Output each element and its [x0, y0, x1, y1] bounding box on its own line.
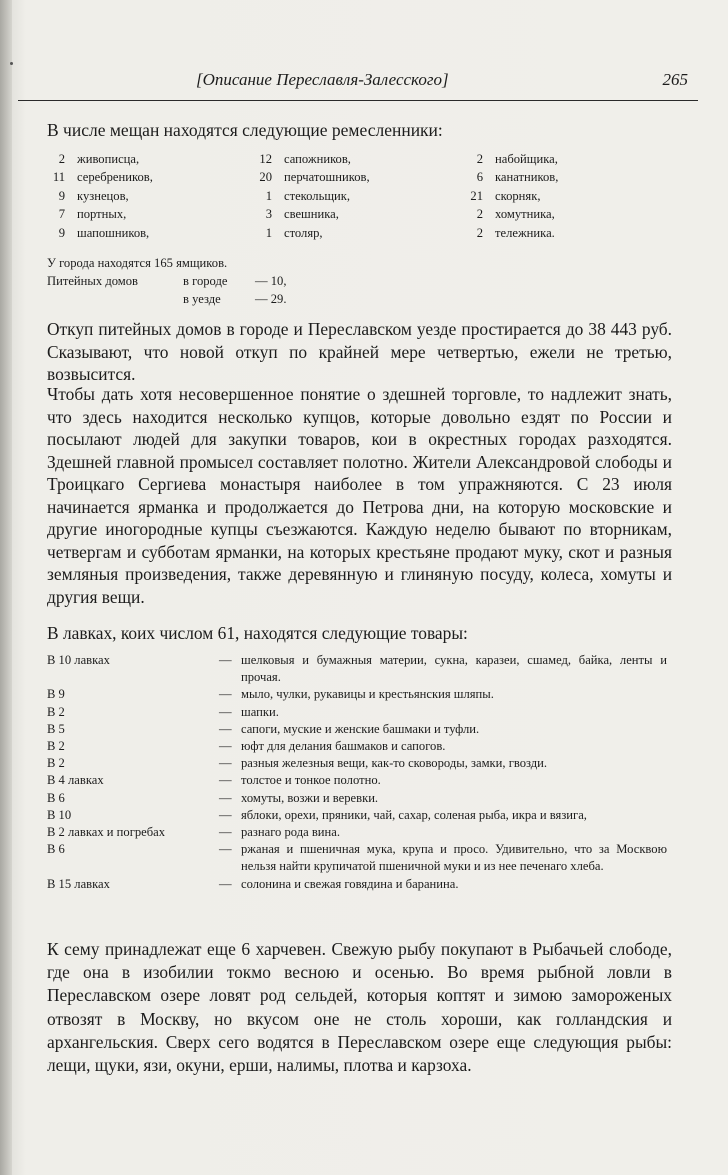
drink-houses-label: Питейных домов: [47, 274, 138, 289]
craft-count: 9: [58, 225, 65, 240]
craft-count: 12: [259, 152, 272, 166]
crafts-column-3: [465, 150, 558, 242]
craft-count: 20: [259, 170, 272, 185]
goods-text: разныя железныя вещи, как-то сковороды, замки, гвозди.: [241, 756, 548, 771]
craft-count: 1: [265, 188, 272, 203]
craft-name: хомутника,: [495, 207, 555, 222]
goods-location: В 6: [47, 842, 65, 857]
craft-count: 9: [58, 188, 65, 203]
paragraph-trade: [47, 383, 672, 608]
goods-text: сапоги, муские и женские башмаки и туфли.: [241, 721, 480, 736]
craft-count: 11: [52, 170, 65, 185]
craft-row: [465, 224, 558, 242]
craft-row: [252, 150, 370, 168]
craft-row: [465, 168, 558, 186]
craft-name: портных,: [77, 207, 127, 222]
margin-speck: [10, 62, 13, 65]
goods-text: шапки.: [241, 704, 279, 719]
craft-row: [465, 187, 558, 205]
craft-count: 6: [476, 170, 483, 185]
goods-row: [47, 738, 667, 755]
craft-count: 2: [476, 152, 483, 166]
goods-location: В 9: [47, 687, 65, 702]
goods-dash: —: [219, 825, 232, 840]
goods-location: В 10 лавках: [47, 653, 110, 667]
craft-name: перчатошников,: [284, 170, 370, 185]
craft-row: [47, 224, 153, 242]
goods-row: [47, 790, 667, 807]
craft-count: 2: [58, 152, 65, 166]
goods-text: юфт для делания башмаков и сапогов.: [241, 739, 446, 754]
goods-dash: —: [219, 739, 232, 754]
goods-location: В 2: [47, 756, 65, 771]
crafts-column-1: [47, 150, 153, 242]
goods-row: [47, 876, 667, 893]
craft-row: [252, 205, 370, 223]
goods-dash: —: [219, 721, 232, 736]
craft-name: столяр,: [284, 225, 323, 240]
craft-count: 3: [265, 207, 272, 222]
goods-row: [47, 841, 667, 875]
goods-location: В 6: [47, 790, 65, 805]
craft-row: [465, 205, 558, 223]
craft-name: свешника,: [284, 207, 339, 222]
goods-dash: —: [219, 687, 232, 702]
goods-dash: —: [219, 876, 232, 891]
goods-dash: —: [219, 653, 232, 667]
craft-name: сапожников,: [284, 152, 351, 166]
goods-row: [47, 721, 667, 738]
goods-location: В 2 лавках и погребах: [47, 825, 166, 840]
craft-row: [252, 224, 370, 242]
craft-name: канатников,: [495, 170, 559, 185]
goods-row: [47, 824, 667, 841]
goods-text: толстое и тонкое полотно.: [241, 773, 381, 788]
craft-name: скорняк,: [495, 188, 541, 203]
goods-dash: —: [219, 704, 232, 719]
goods-dash: —: [219, 790, 232, 805]
in-uezd-value: — 29.: [255, 292, 287, 307]
craft-name: набойщика,: [495, 152, 558, 166]
goods-row: [47, 704, 667, 721]
paragraph-text: К сему принадлежат еще 6 харчевен. Свежую рыбу покупают в Рыбачьей слободе, где она в изобилии токмо весною и осенью. Во время рыбной ловли в Переславском озере ловят род сельдей, которыя коптят и зимою замороженых отвозят в Москву, но вкусом оне не столь хороши, как голландския и архангельския. Сверх сего водятся в Переславском озере еще следующия рыбы: лещи, щуки, язи, окуни, ерши, налимы, плотва и карзоха.: [47, 939, 672, 1076]
running-title: [Описание Переславля-Залесского]: [196, 70, 449, 89]
paragraph-text: Откуп питейных домов в городе и Переславском уезде простирается до 38 443 руб. Сказывают, что новой откуп по крайней мере четвертью, ежели не третью, возвысится.: [47, 319, 672, 384]
goods-location: В 10: [47, 807, 72, 822]
crafts-intro: В числе мещан находятся следующие ремесленники:: [47, 120, 443, 140]
goods-dash: —: [219, 807, 232, 822]
goods-text: разнаго рода вина.: [241, 825, 341, 840]
craft-name: тележника.: [495, 225, 555, 240]
goods-location: В 2: [47, 739, 65, 754]
goods-text: мыло, чулки, рукавицы и крестьянския шляпы.: [241, 687, 494, 702]
craft-name: кузнецов,: [77, 188, 129, 203]
craft-row: [252, 168, 370, 186]
running-header: [18, 62, 698, 101]
craft-name: серебреников,: [77, 170, 153, 185]
goods-dash: —: [219, 756, 232, 771]
craft-count: 2: [476, 207, 483, 222]
paragraph-text: В лавках, коих числом 61, находятся следующие товары:: [47, 623, 468, 643]
goods-row: [47, 772, 667, 789]
craft-count: 2: [476, 225, 483, 240]
goods-location: В 5: [47, 721, 65, 736]
goods-row: [47, 755, 667, 772]
goods-text: яблоки, орехи, пряники, чай, сахар, соленая рыба, икра и вязига,: [241, 807, 587, 822]
goods-dash: —: [219, 842, 232, 857]
craft-count: 7: [58, 207, 65, 222]
craft-row: [252, 187, 370, 205]
craft-name: стекольщик,: [284, 188, 351, 203]
goods-list: [47, 652, 667, 893]
craft-count: 21: [470, 188, 483, 203]
craft-row: [47, 205, 153, 223]
goods-text: хомуты, возжи и веревки.: [241, 790, 379, 805]
craft-count: 1: [265, 225, 272, 240]
paragraph-fish: [47, 938, 672, 1077]
goods-row: [47, 652, 667, 686]
in-town-value: — 10,: [255, 274, 287, 289]
in-town-label: в городе: [183, 274, 228, 289]
craft-row: [465, 150, 558, 168]
paragraph-text: Чтобы дать хотя несовершенное понятие о здешней торговле, то надлежит знать, что здесь находится несколько купцов, которые довольно ездят по России и посылают людей для закупки товаров, кои в окрестных городах разходятся. Здешней главной промысел составляет полотно. Жители Александровой слободы и Троицкаго Сергиева монастыря наиболее в том упражняются. С 23 июля начинается ярманка и продолжается до Петрова дни, на которую московские и другие иногородные купцы съезжаются. Каждую неделю бывают по вторникам, четвергам и субботам ярманки, на которых крестьяне продают муку, скот и разныя земляныя произведения, также деревянную и глиняную посуду, колеса, хомуты и другия вещи.: [47, 384, 672, 607]
goods-dash: —: [219, 773, 232, 788]
goods-row: [47, 807, 667, 824]
page-number: 265: [662, 70, 688, 89]
craft-name: шапошников,: [77, 225, 150, 240]
craft-name: живописца,: [77, 152, 140, 166]
yamshchiki-count: У города находятся 165 ямщиков.: [47, 256, 228, 270]
paragraph-otkup: [47, 318, 672, 386]
goods-text: шелковыя и бумажныя материи, сукна, каразеи, сшамед, байка, ленты и прочая.: [241, 653, 667, 685]
crafts-column-2: [252, 150, 370, 242]
goods-row: [47, 686, 667, 703]
book-spine-shadow: [0, 0, 12, 1175]
craft-row: [47, 187, 153, 205]
goods-location: В 15 лавках: [47, 876, 110, 891]
goods-text: солонина и свежая говядина и баранина.: [241, 876, 459, 891]
goods-text: ржаная и пшеничная мука, крупа и просо. Удивительно, что за Москвою нельзя найти крупичатой пшеничной муки и из нее печенаго хлеба.: [241, 842, 667, 874]
craft-row: [47, 168, 153, 186]
in-uezd-label: в уезде: [183, 292, 221, 307]
goods-location: В 4 лавках: [47, 773, 104, 788]
paragraph-shops-intro: [47, 622, 672, 645]
craft-row: [47, 150, 153, 168]
goods-location: В 2: [47, 704, 65, 719]
